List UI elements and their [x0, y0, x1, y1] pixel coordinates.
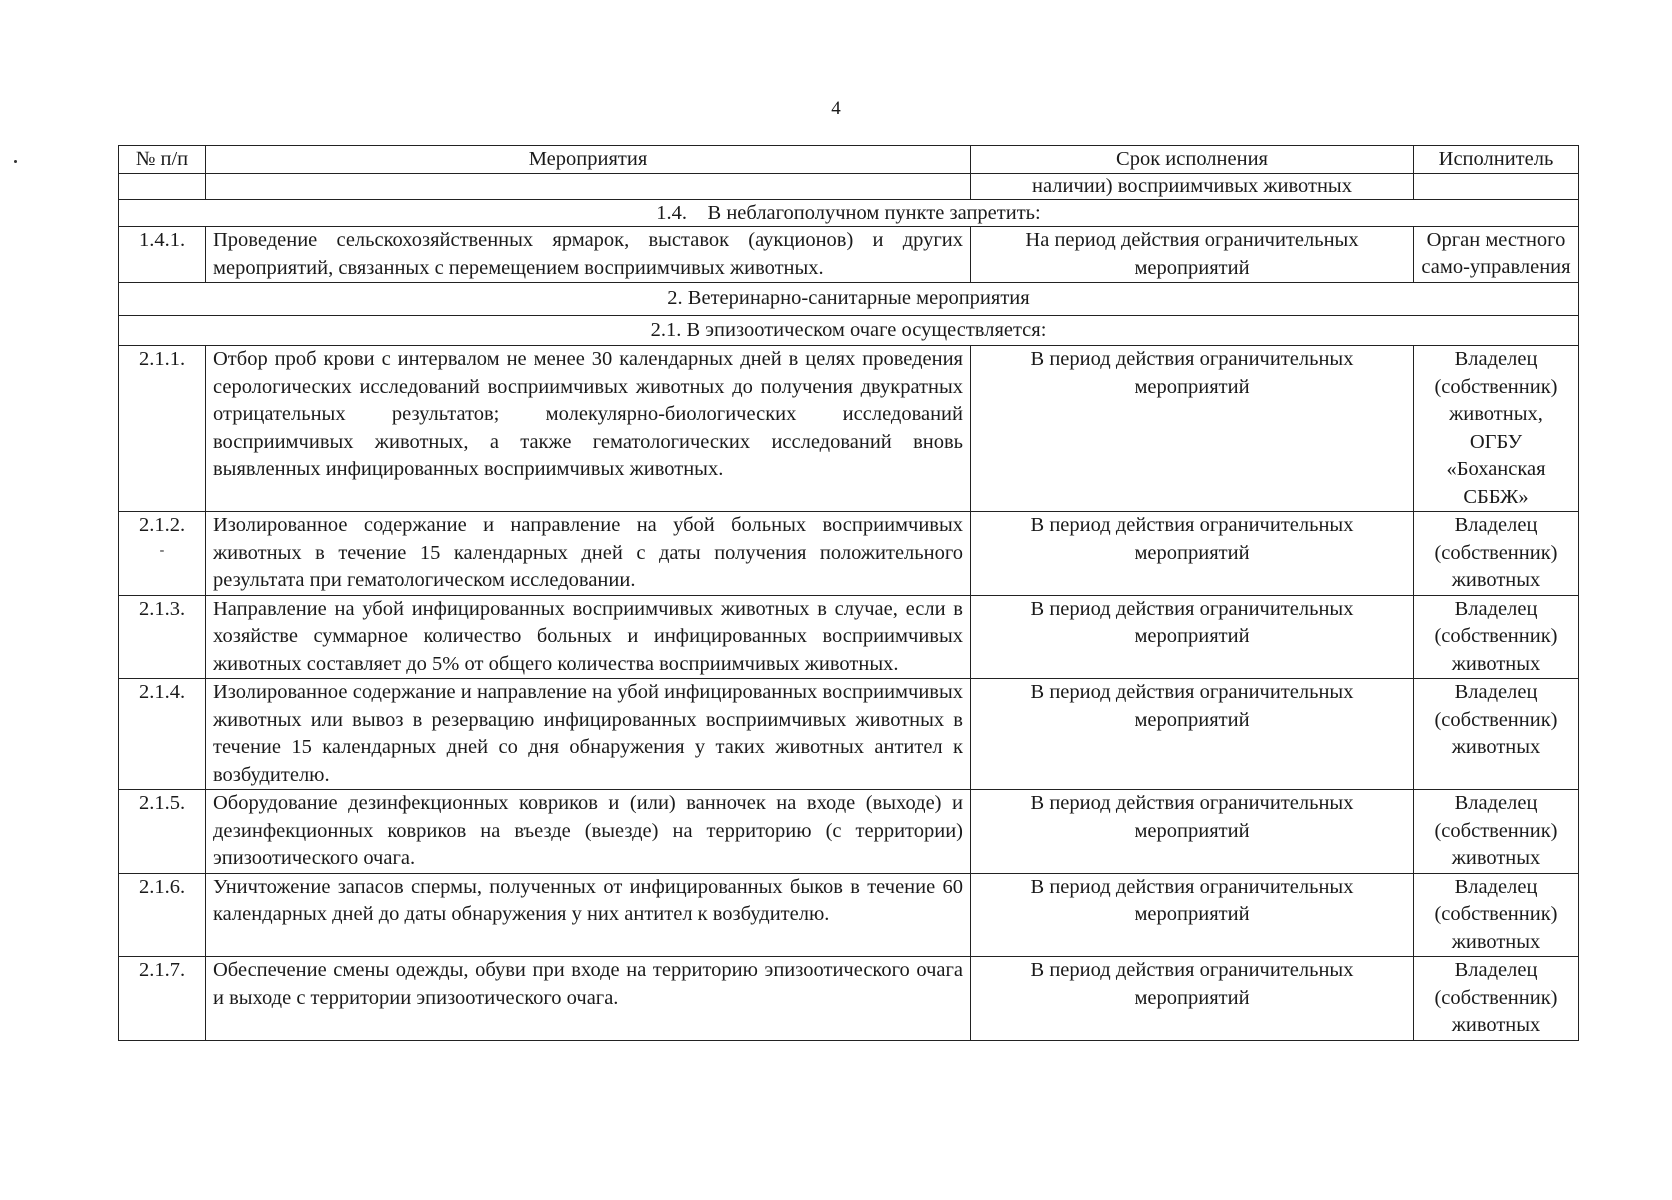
subsection-2-1-title: 2.1. В эпизоотическом очаге осуществляется:	[119, 316, 1579, 346]
section-2-title: 2. Ветеринарно-санитарные мероприятия	[119, 283, 1579, 316]
subsection-row	[119, 200, 1579, 227]
table-header-row	[119, 146, 1579, 174]
table-row	[119, 346, 1579, 512]
row-number: 1.4.1.	[119, 227, 206, 283]
header-activity: Мероприятия	[206, 146, 971, 174]
row-activity: Изолированное содержание и направление на убой больных восприимчивых животных в течение 15 календарных дней с даты получения положительного результата при гематологическом исследовании.	[206, 512, 971, 596]
continuation-num	[119, 174, 206, 200]
row-number: 2.1.5.	[119, 790, 206, 874]
row-activity: Уничтожение запасов спермы, полученных от инфицированных быков в течение 60 календарных дней до даты обнаружения у них антител к возбудителю.	[206, 873, 971, 957]
row-executor: Владелец (собственник) животных	[1414, 873, 1579, 957]
row-executor: Владелец (собственник) животных, ОГБУ «Боханская СББЖ»	[1414, 346, 1579, 512]
row-executor: Владелец (собственник) животных	[1414, 595, 1579, 679]
row-executor: Орган местного само-управления	[1414, 227, 1579, 283]
page-number: 4	[831, 98, 841, 119]
row-term: В период действия ограничительных мероприятий	[971, 346, 1414, 512]
row-number-mark: -	[159, 542, 165, 558]
row-term: На период действия ограничительных мероприятий	[971, 227, 1414, 283]
row-term: В период действия ограничительных мероприятий	[971, 595, 1414, 679]
row-activity: Изолированное содержание и направление на убой инфицированных восприимчивых животных или вывоз в резервацию инфицированных восприимчивых животных в течение 15 календарных дней со дня обнаружения у таких животных антител к возбудителю.	[206, 679, 971, 790]
row-term: В период действия ограничительных мероприятий	[971, 679, 1414, 790]
table-row	[119, 227, 1579, 283]
row-number-cell	[119, 512, 206, 596]
row-number: 2.1.7.	[119, 957, 206, 1041]
row-number: 2.1.6.	[119, 873, 206, 957]
continuation-executor	[1414, 174, 1579, 200]
subsection-1-4-title: 1.4. В неблагополучном пункте запретить:	[119, 200, 1579, 227]
continuation-activity	[206, 174, 971, 200]
header-term: Срок исполнения	[971, 146, 1414, 174]
row-number: 2.1.2.	[138, 514, 186, 536]
row-number: 2.1.1.	[119, 346, 206, 512]
row-activity: Отбор проб крови с интервалом не менее 30 календарных дней в целях проведения серологических исследований восприимчивых животных до получения двукратных отрицательных результатов; молекулярно-биологических исследований восприимчивых животных, а также гематологических исследований вновь выявленных инфицированных восприимчивых животных.	[206, 346, 971, 512]
subsection-row	[119, 316, 1579, 346]
row-activity: Направление на убой инфицированных восприимчивых животных в случае, если в хозяйстве суммарное количество больных и инфицированных восприимчивых животных составляет до 5% от общего количества восприимчивых животных.	[206, 595, 971, 679]
header-num: № п/п	[119, 146, 206, 174]
row-term: В период действия ограничительных мероприятий	[971, 790, 1414, 874]
row-executor: Владелец (собственник) животных	[1414, 512, 1579, 596]
table-row	[119, 595, 1579, 679]
scan-speck	[14, 160, 17, 163]
table-row	[119, 873, 1579, 957]
continuation-term: наличии) восприимчивых животных	[971, 174, 1414, 200]
row-executor: Владелец (собственник) животных	[1414, 790, 1579, 874]
row-executor: Владелец (собственник) животных	[1414, 679, 1579, 790]
continuation-row	[119, 174, 1579, 200]
table-row	[119, 957, 1579, 1041]
header-executor: Исполнитель	[1414, 146, 1579, 174]
measures-table	[118, 145, 1579, 1041]
row-term: В период действия ограничительных мероприятий	[971, 957, 1414, 1041]
row-activity: Оборудование дезинфекционных ковриков и (или) ванночек на входе (выходе) и дезинфекционных ковриков на въезде (выезде) на территорию (с территории) эпизоотического очага.	[206, 790, 971, 874]
row-activity: Обеспечение смены одежды, обуви при входе на территорию эпизоотического очага и выходе с территории эпизоотического очага.	[206, 957, 971, 1041]
table-row	[119, 679, 1579, 790]
row-activity: Проведение сельскохозяйственных ярмарок, выставок (аукционов) и других мероприятий, связанных с перемещением восприимчивых животных.	[206, 227, 971, 283]
row-number: 2.1.3.	[119, 595, 206, 679]
section-row	[119, 283, 1579, 316]
table-row	[119, 512, 1579, 596]
row-term: В период действия ограничительных мероприятий	[971, 512, 1414, 596]
table-row	[119, 790, 1579, 874]
row-executor: Владелец (собственник) животных	[1414, 957, 1579, 1041]
row-number: 2.1.4.	[119, 679, 206, 790]
row-term: В период действия ограничительных мероприятий	[971, 873, 1414, 957]
